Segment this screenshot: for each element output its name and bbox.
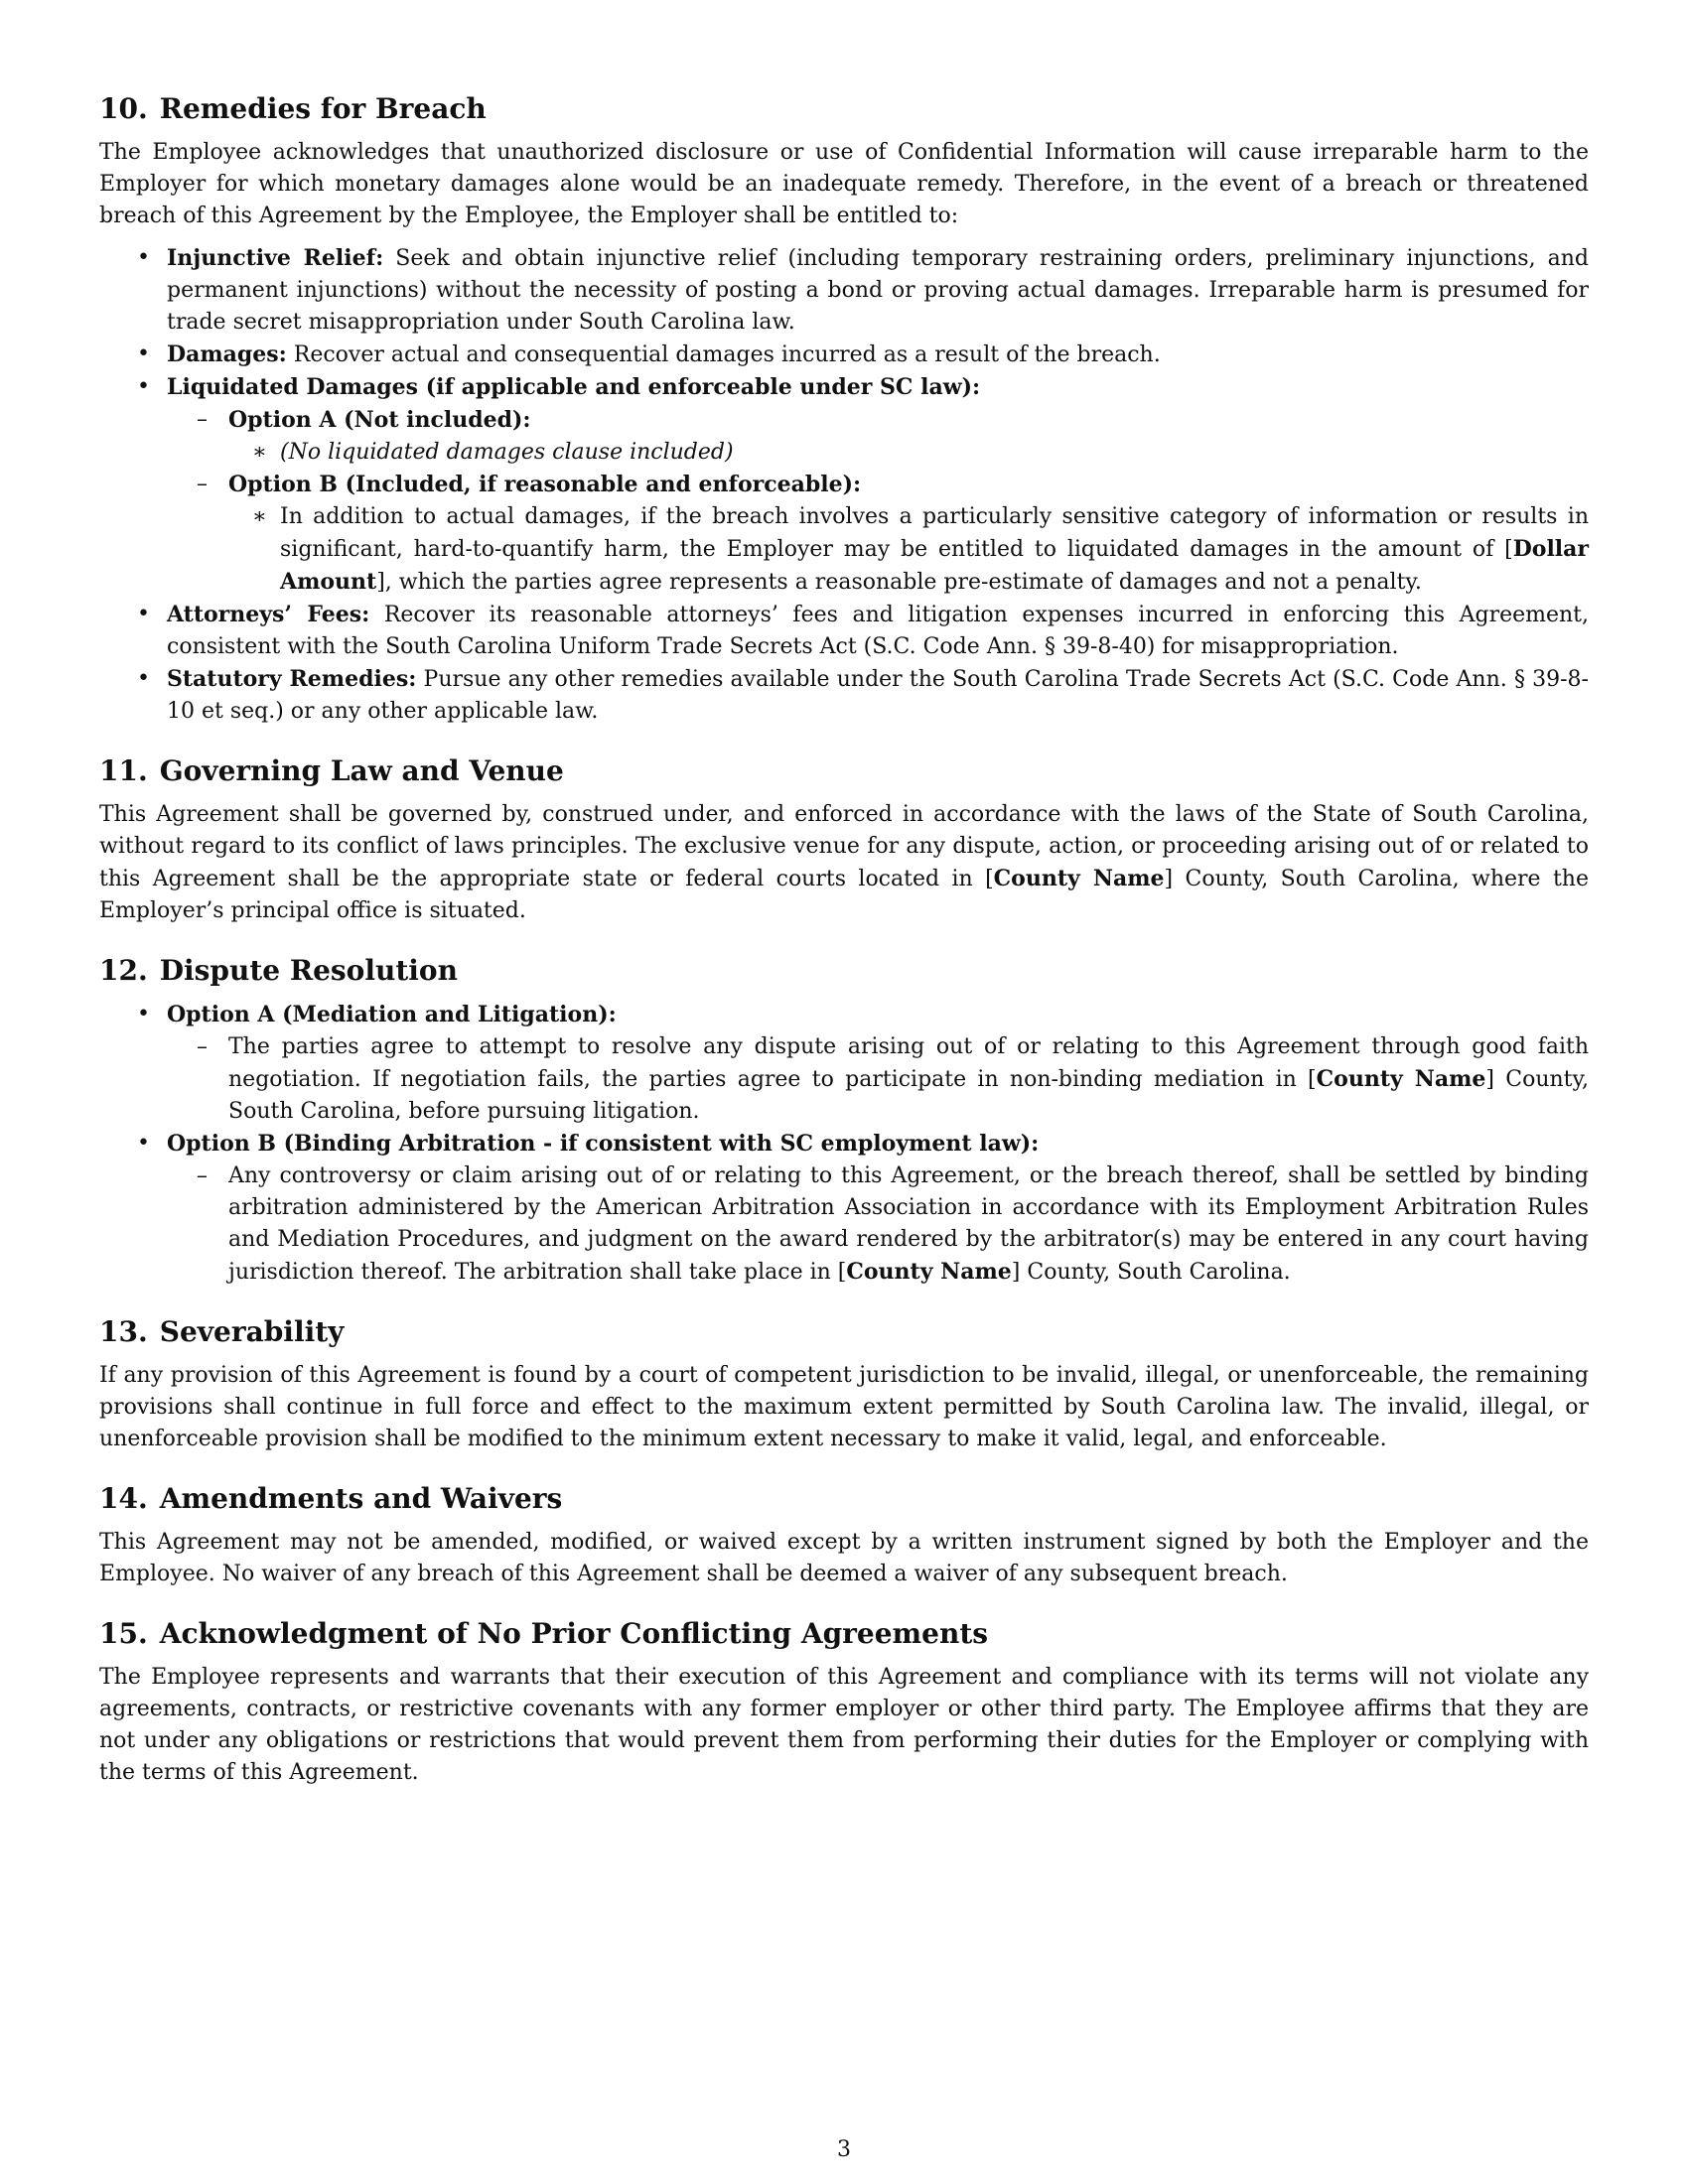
section-number: 14. [99,1482,148,1515]
section-title: Severability [159,1315,345,1348]
option-b-sublist [228,501,1589,599]
section-dispute-resolution [99,953,1589,1289]
item-text: Recover its reasonable attorneys’ fees and litigation expenses incurred in enforcing this Agreement, consistent with the South Carolina Uniform Trade Secrets Act (S.C. Code Ann. § 39-8-40) for misappropriation. [167,603,1590,659]
option-a-item [99,999,1589,1128]
item-label: Attorneys’ Fees: [167,602,370,627]
section-body: This Agreement may not be amended, modified, or waived except by a written instrument signed by both the Employer and the Employee. No waiver of any breach of this Agreement shall be deemed a waiver of any subsequent breach. [99,1530,1589,1586]
dispute-options-list [99,999,1589,1289]
option-label: Option B (Included, if reasonable and enforceable): [228,472,862,497]
option-a-item [167,404,1589,469]
item-label: Liquidated Damages (if applicable and enforceable under SC law): [167,374,981,400]
remedies-list [99,242,1589,728]
section-governing-law [99,753,1589,927]
option-label: Option A (Not included): [228,407,531,433]
option-a-sublist [167,1031,1589,1128]
option-text-pre: In addition to actual damages, if the breach involves a particularly sensitive category of information or results in significant, hard-to-quantify harm, the Employer may be entitled to liquidated damages in the amount of [ [280,504,1589,562]
option-text-post: ] County, South Carolina. [1011,1260,1291,1285]
section-body: The Employee represents and warrants that their execution of this Agreement and compliance with its terms will not violate any agreements, contracts, or restrictive covenants with any former employer or other third party. The Employee affirms that they are not under any obligations or restrictions that would prevent them from performing their duties for the Employer or complying with the terms of this Agreement. [99,1665,1589,1785]
item-text: Pursue any other remedies available under the South Carolina Trade Secrets Act (S.C. Code Ann. § 39-8-10 et seq.) or any other applicable law. [167,667,1589,724]
section-title: Remedies for Breach [159,92,487,125]
option-b-text [228,501,1589,599]
body-text-pre: This Agreement shall be governed by, construed under, and enforced in accordance with the laws of the State of South Carolina, without regard to its conflict of laws principles. The exclusive venue for any dispute, action, or proceeding arising out of or related to this Agreement shall be the appropriate state or federal courts located in [ [99,802,1589,891]
document-page [99,91,1589,1815]
section-title: Dispute Resolution [159,954,458,987]
section-number: 12. [99,954,148,987]
section-heading [99,1314,1589,1350]
list-item-liquidated-damages [99,371,1589,599]
option-b-item [99,1128,1589,1289]
section-heading [99,753,1589,789]
list-item-damages [99,339,1589,371]
section-intro: The Employee acknowledges that unauthorized disclosure or use of Confidential Information will cause irreparable harm to the Employer for which monetary damages alone would be an inadequate remedy. Therefore, in the event of a breach or threatened breach of this Agreement by the Employee, the Employer shall be entitled to: [99,140,1589,228]
section-title: Governing Law and Venue [159,754,564,787]
liquidated-options-list [167,404,1589,599]
body-text-post: ] County, South Carolina, where the Employer’s principal office is situated. [99,867,1589,923]
section-heading [99,1481,1589,1517]
option-text-pre: The parties agree to attempt to resolve any dispute arising out of or relating to this Agreement through good faith negotiation. If negotiation fails, the parties agree to participate in non-binding mediation in [ [228,1034,1589,1092]
placeholder-county-name: County Name [1316,1066,1486,1092]
option-b-item [167,469,1589,599]
section-no-prior-agreements [99,1616,1589,1789]
section-body [99,799,1589,927]
option-text-post: ] County, South Carolina, before pursuing litigation. [228,1067,1590,1124]
section-heading [99,953,1589,989]
placeholder-county-name: County Name [993,866,1165,891]
placeholder-dollar-amount: Dollar Amount [280,536,1589,595]
section-number: 11. [99,754,148,787]
section-number: 13. [99,1315,148,1348]
option-a-text [167,1031,1589,1128]
item-label: Statutory Remedies: [167,666,417,692]
option-text-pre: Any controversy or claim arising out of or relating to this Agreement, or the breach thereof, shall be settled by binding arbitration administered by the American Arbitration Association in accordance with its Employment Arbitration Rules and Mediation Procedures, and judgment on the award rendered by the arbitrator(s) may be entered in any court having jurisdiction thereof. The arbitration shall take place in [ [228,1163,1589,1285]
option-b-sublist [167,1160,1589,1289]
option-label: Option B (Binding Arbitration - if consistent with SC employment law): [167,1131,1040,1157]
option-b-text [167,1160,1589,1289]
section-heading [99,91,1589,127]
section-title: Amendments and Waivers [159,1482,563,1515]
option-a-sublist [228,437,1589,469]
placeholder-county-name: County Name [846,1259,1012,1285]
section-amendments-waivers [99,1481,1589,1590]
item-label: Injunctive Relief: [167,245,384,271]
option-text: (No liquidated damages clause included) [280,440,734,465]
section-number: 15. [99,1617,148,1650]
section-title: Acknowledgment of No Prior Conflicting Agreements [159,1617,989,1650]
list-item-injunctive-relief [99,242,1589,339]
option-text-post: ], which the parties agree represents a reasonable pre-estimate of damages and not a penalty. [376,570,1422,595]
item-text: Recover actual and consequential damages incurred as a result of the breach. [286,342,1161,367]
list-item-statutory-remedies [99,663,1589,728]
section-severability [99,1314,1589,1455]
section-body: If any provision of this Agreement is found by a court of competent jurisdiction to be invalid, illegal, or unenforceable, the remaining provisions shall continue in full force and effect to the maximum extent permitted by South Carolina law. The invalid, illegal, or unenforceable provision shall be modified to the minimum extent necessary to make it valid, legal, and enforceable. [99,1363,1589,1451]
item-text: Seek and obtain injunctive relief (including temporary restraining orders, preliminary injunctions, and permanent injunctions) without the necessity of posting a bond or proving actual damages. Irreparable harm is presumed for trade secret misappropriation under South Carolina law. [167,246,1589,335]
list-item-attorneys-fees [99,599,1589,663]
page-number: 3 [837,2137,851,2162]
option-a-text [228,437,1589,469]
option-label: Option A (Mediation and Litigation): [167,1002,617,1027]
section-remedies-for-breach [99,91,1589,728]
item-label: Damages: [167,341,287,367]
section-heading [99,1616,1589,1652]
section-number: 10. [99,92,148,125]
